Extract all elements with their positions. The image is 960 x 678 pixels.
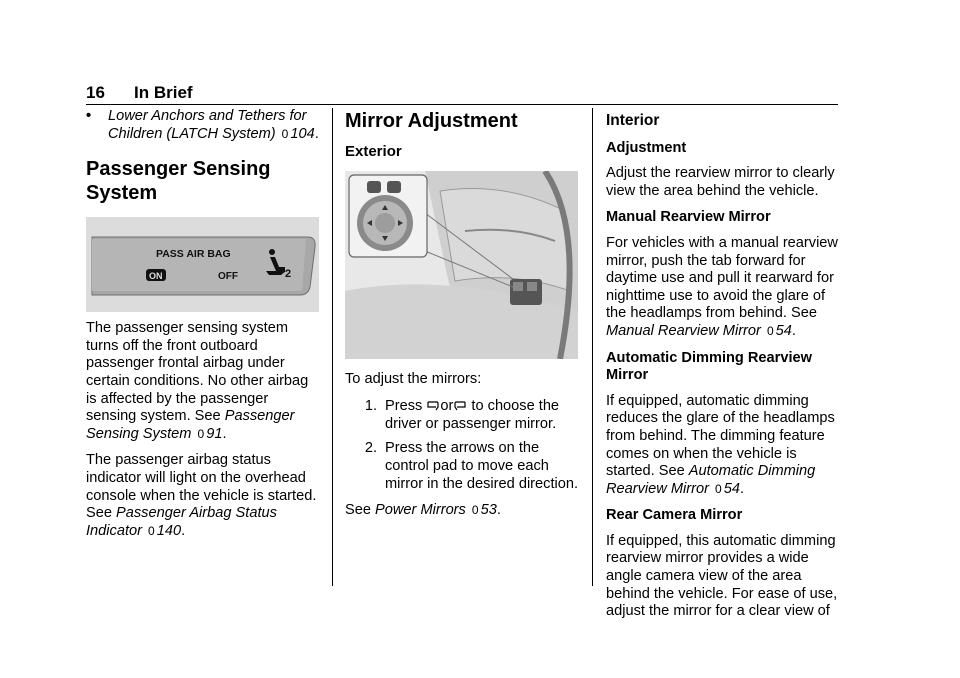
camera-mirror-paragraph: If equipped, this automatic dimming rearview mirror provides a wide angle camera view of the area behind the vehicle. For ease of use, adjust the mirror for a clear view of (606, 532, 838, 620)
section-title: Passenger Sensing System (86, 158, 271, 205)
passenger-sensing-link[interactable]: Passenger Sensing System (86, 408, 295, 442)
auto-dimming-paragraph: If equipped, automatic dimming reduces the glare of the headlamps from behind. The dimming feature comes on when the vehicle is started. See Automatic Dimming Rearview Mirror 0 54. (606, 392, 835, 497)
mirror-steps (345, 397, 581, 493)
panel-icon-num: 2 (285, 268, 292, 281)
page-number: 16 (86, 83, 105, 102)
adjustment-paragraph: Adjust the rearview mirror to clearly view the area behind the vehicle. (606, 165, 835, 199)
column-2 (345, 108, 581, 529)
panel-title: PASS AIR BAG (156, 248, 231, 261)
page-header (86, 82, 838, 105)
left-mirror-icon (427, 400, 439, 411)
manual-mirror-heading: Manual Rearview Mirror (606, 209, 771, 226)
mirror-intro: To adjust the mirrors: (345, 370, 482, 387)
panel-off: OFF (218, 271, 238, 283)
xref-icon: 0 (766, 323, 774, 338)
list-item: 2. Press the arrows on the control pad to move each mirror in the desired direction. (364, 440, 579, 493)
airbag-status-link[interactable]: Passenger Airbag Status Indicator (86, 505, 277, 539)
see-power-mirrors: See Power Mirrors 0 53. (345, 502, 501, 519)
auto-dimming-heading: Automatic Dimming Rearview Mirror (606, 349, 812, 384)
right-mirror-icon (454, 400, 466, 411)
auto-dimming-link[interactable]: Automatic Dimming Rearview Mirror (606, 463, 816, 497)
adjustment-heading: Adjustment (606, 139, 687, 156)
column-divider (592, 108, 593, 586)
column-divider (332, 108, 333, 586)
mirror-adjustment-title: Mirror Adjustment (345, 110, 518, 132)
section-name: In Brief (134, 83, 193, 102)
manual-mirror-link[interactable]: Manual Rearview Mirror (606, 322, 761, 339)
exterior-subtitle: Exterior (345, 143, 402, 160)
mirror-control-image (345, 171, 578, 359)
list-item: 1. Press or to choose the driver or passenger mirror. (364, 398, 560, 433)
interior-title: Interior (606, 112, 660, 129)
airbag-panel-image (86, 217, 319, 312)
manual-mirror-paragraph: For vehicles with a manual rearview mirror, push the tab forward for daytime use and pull it rearward for nighttime use to avoid the glare of the headlamps from behind. See Manual Rearview Mirror 0 54. (606, 234, 838, 339)
bullet-item: • Lower Anchors and Tethers for Children (LATCH System) 0 104. (86, 108, 319, 142)
latch-link[interactable]: Lower Anchors and Tethers for Children (LATCH System) (108, 108, 307, 142)
paragraph-2: The passenger airbag status indicator will light on the overhead console when the vehicle is started. See Passenger Airbag Status Indicator 0 140. (86, 452, 317, 539)
column-3 (606, 108, 844, 630)
xref-icon: 0 (715, 481, 722, 496)
column-1 (86, 108, 322, 549)
power-mirrors-link[interactable]: Power Mirrors (375, 502, 466, 519)
xref-icon: 0 (281, 126, 289, 141)
xref-icon: 0 (148, 523, 155, 538)
paragraph-1: The passenger sensing system turns off the front outboard passenger frontal airbag under certain conditions. No other airbag is affected by the passenger sensing system. See Passenger Sensing System 0 91. (86, 320, 309, 442)
xref-icon: 0 (471, 503, 479, 518)
xref-icon: 0 (197, 426, 205, 441)
camera-mirror-heading: Rear Camera Mirror (606, 507, 743, 524)
page-ref: 104 (290, 125, 315, 142)
panel-on: ON (149, 271, 163, 282)
